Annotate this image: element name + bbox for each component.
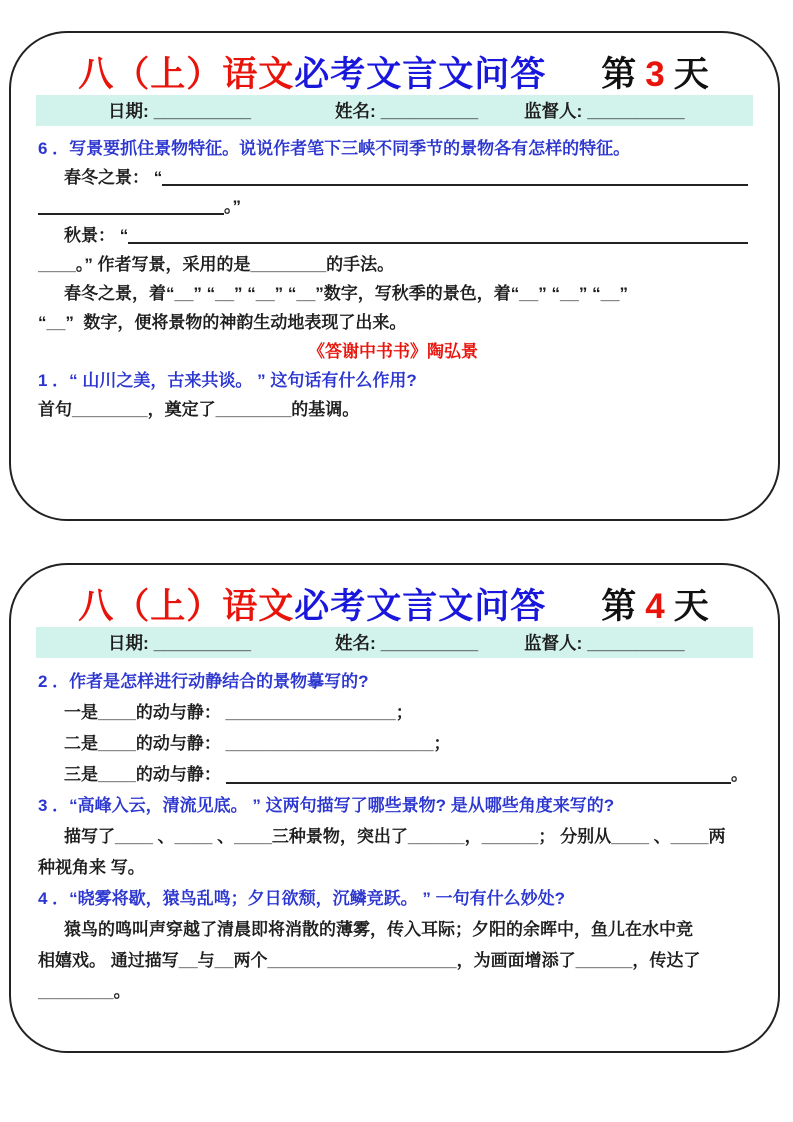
meta-bar: [36, 95, 753, 126]
supervisor-blank: __________: [587, 633, 685, 653]
answer-line-q3-cont: [38, 852, 748, 883]
answer-prefix: 春冬之景： “: [64, 168, 163, 187]
answer-text: 种视角来 写。: [38, 858, 145, 877]
question-1: [38, 366, 748, 395]
day-number: 4: [645, 587, 667, 626]
name-field: [335, 630, 478, 655]
answer-text: 描写了____ 、____ 、____三种景物，突出了______，______； 分别从____ 、____两: [64, 827, 726, 846]
question-6: [38, 134, 748, 163]
answer-line-numbers: [38, 279, 748, 308]
answer-text: “__” 数字，便将景物的神韵生动地表现了出来。: [38, 313, 407, 332]
answer-line-one: [38, 697, 748, 728]
answer-text: ____。” 作者写景，采用的是________的手法。: [38, 255, 395, 274]
worksheet-card-day3: [9, 31, 780, 521]
answer-suffix: 。: [731, 765, 748, 784]
card-title: [11, 47, 778, 94]
meta-bar: [36, 627, 753, 658]
answer-text: 春冬之景，着“__” “__” “__” “__”数字，写秋季的景色，着“__” “__” “__”: [64, 284, 628, 303]
date-label: 日期:: [108, 633, 154, 653]
day-suffix: 天: [673, 587, 711, 626]
question-1-text: 1 ．“ 山川之美，古来共谈。 ” 这句话有什么作用?: [38, 371, 417, 390]
answer-line-spring-winter: [38, 163, 748, 192]
supervisor-label: 监督人:: [524, 633, 588, 653]
question-4: [38, 883, 748, 914]
supervisor-field: [524, 630, 685, 655]
name-blank: __________: [380, 633, 479, 653]
title-subject: 必考文言文问答: [294, 55, 547, 94]
question-3: [38, 790, 748, 821]
answer-text: ________。: [38, 982, 131, 1001]
answer-line-q3: [38, 821, 748, 852]
date-blank: __________: [153, 633, 252, 653]
card-content: [11, 666, 778, 1007]
day-number: 3: [645, 55, 667, 94]
answer-text: 猿鸟的鸣叫声穿越了清晨即将消散的薄雾，传入耳际；夕阳的余晖中，鱼儿在水中竞: [64, 920, 693, 939]
answer-text: 首句________，奠定了________的基调。: [38, 400, 360, 419]
date-blank: __________: [153, 101, 252, 121]
question-4-text: 4 ．“晓雾将歇，猿鸟乱鸣；夕日欲颓，沉鳞竞跃。 ” 一句有什么妙处?: [38, 889, 566, 908]
section-heading: [38, 337, 748, 366]
date-label: 日期:: [108, 101, 154, 121]
answer-text: 相嬉戏。 通过描写__与__两个____________________，为画面增添了______，传达了: [38, 951, 701, 970]
question-2-text: 2 ．作者是怎样进行动静结合的景物摹写的?: [38, 672, 369, 691]
answer-line-spring-winter-cont: [38, 192, 748, 221]
day-prefix: 第: [601, 55, 639, 94]
blank-line: [128, 242, 748, 244]
day-suffix: 天: [673, 55, 711, 94]
name-label: 姓名:: [335, 633, 381, 653]
worksheet-card-day4: [9, 563, 780, 1053]
answer-prefix: 秋景： “: [64, 226, 129, 245]
blank-line: [226, 782, 731, 784]
day-prefix: 第: [601, 587, 639, 626]
card-content: [11, 134, 778, 424]
answer-text: 一是____的动与静： __________________；: [64, 703, 413, 722]
card-title: [11, 579, 778, 626]
title-day: [601, 47, 711, 97]
blank-line: [38, 213, 224, 215]
answer-line-q4: [38, 914, 748, 945]
answer-line-q4-end: [38, 976, 748, 1007]
supervisor-blank: __________: [587, 101, 685, 121]
question-2: [38, 666, 748, 697]
answer-text: 二是____的动与静： ______________________；: [64, 734, 451, 753]
answer-suffix: 。”: [224, 197, 241, 216]
answer-line-three: [38, 759, 748, 790]
answer-line-autumn: [38, 221, 748, 250]
date-field: [108, 98, 251, 123]
date-field: [108, 630, 251, 655]
blank-line: [162, 184, 748, 186]
title-course: 八（上）语文: [78, 55, 295, 94]
answer-line-q4-cont: [38, 945, 748, 976]
answer-line-two: [38, 728, 748, 759]
name-blank: __________: [380, 101, 479, 121]
answer-line-q1: [38, 395, 748, 424]
answer-prefix: 三是____的动与静：: [64, 765, 226, 784]
question-3-text: 3 ．“高峰入云，清流见底。 ” 这两句描写了哪些景物? 是从哪些角度来写的?: [38, 796, 615, 815]
name-field: [335, 98, 478, 123]
answer-line-autumn-cont: [38, 250, 748, 279]
supervisor-label: 监督人:: [524, 101, 588, 121]
supervisor-field: [524, 98, 685, 123]
title-subject: 必考文言文问答: [294, 587, 547, 626]
title-course: 八（上）语文: [78, 587, 295, 626]
answer-line-numbers-cont: [38, 308, 748, 337]
section-heading-text: 《答谢中书书》陶弘景: [308, 342, 478, 361]
name-label: 姓名:: [335, 101, 381, 121]
title-day: [601, 579, 711, 629]
question-6-text: 6 ．写景要抓住景物特征。说说作者笔下三峡不同季节的景物各有怎样的特征。: [38, 139, 631, 158]
